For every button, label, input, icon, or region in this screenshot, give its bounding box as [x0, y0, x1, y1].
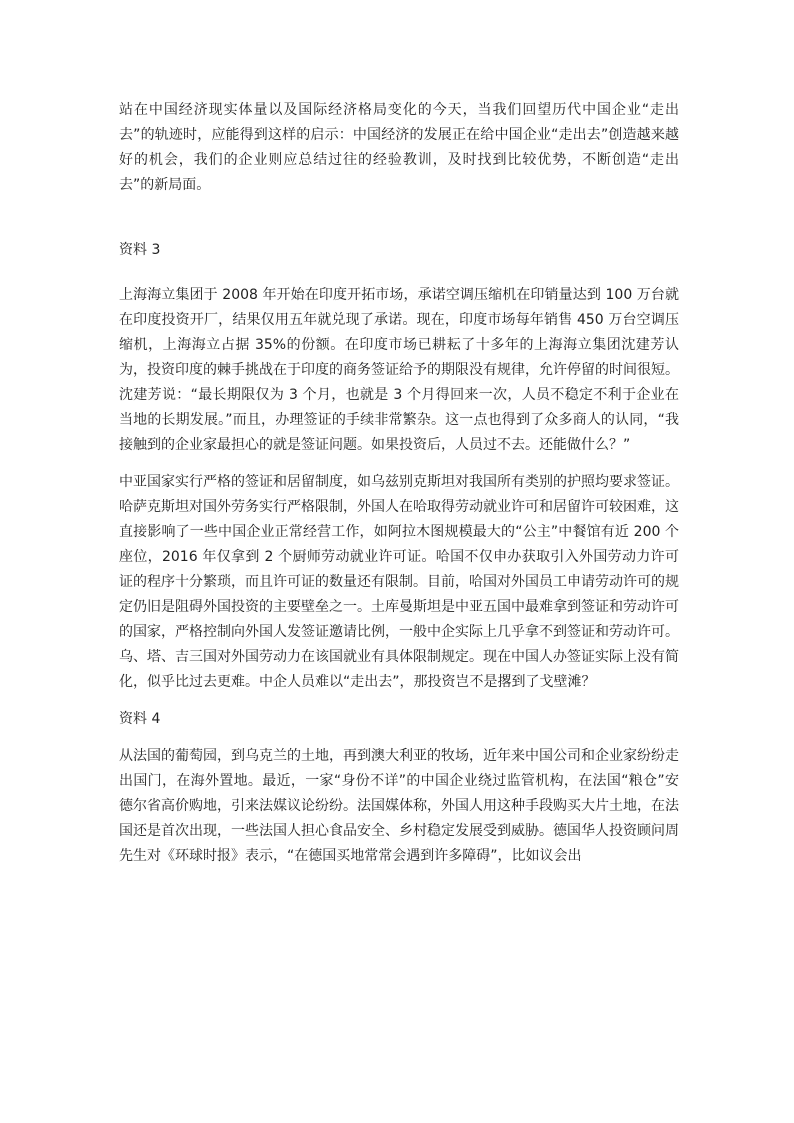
material-4-paragraph-1: 从法国的葡萄园，到乌克兰的土地，再到澳大利亚的牧场，近年来中国公司和企业家纷纷走出国门，在海外置地。最近，一家“身份不详”的中国企业绕过监管机构，在法国“粮仓”安德尔省高价购地，引来法媒议论纷纷。法国媒体称，外国人用这种手段购买大片土地，在法国还是首次出现，一些法国人担心食品安全、乡村稳定发展受到威胁。德国华人投资顾问周先生对《环球时报》表示，“在德国买地常常会遇到许多障碍”，比如议会出 [119, 748, 679, 864]
material-3-paragraph-2: 中亚国家实行严格的签证和居留制度，如乌兹别克斯坦对我国所有类别的护照均要求签证。哈萨克斯坦对国外劳务实行严格限制，外国人在哈取得劳动就业许可和居留许可较困难，这直接影响了一些中国企业正常经营工作，如阿拉木图规模最大的“公主”中餐馆有近 200 个座位，2016 年仅拿到 2 个厨师劳动就业许可证。哈国不仅申办获取引入外国劳动力许可证的程序十分繁琐，而且许可证的数量还有限制。目前，哈国对外国员工申请劳动许可的规定仍旧是阻碍外国投资的主要壁垒之一。土库曼斯坦是中亚五国中最难拿到签证和劳动许可的国家，严格控制向外国人发签证邀请比例，一般中企实际上几乎拿不到签证和劳动许可。乌、塔、吉三国对外国劳动力在该国就业有具体限制规定。现在中国人办签证实际上没有简化，似乎比过去更难。中企人员难以“走出去”，那投资岂不是撂到了戈壁滩？ [119, 474, 679, 690]
intro-paragraph: 站在中国经济现实体量以及国际经济格局变化的今天，当我们回望历代中国企业“走出去”的轨迹时，应能得到这样的启示：中国经济的发展正在给中国企业“走出去”创造越来越好的机会，我们的企业则应总结过往的经验教训，及时找到比较优势，不断创造“走出去”的新局面。 [119, 102, 679, 193]
material-3-heading: 资料 3 [119, 242, 161, 258]
document-body [119, 98, 679, 869]
material-3-paragraph-1: 上海海立集团于 2008 年开始在印度开拓市场，承诺空调压缩机在印销量达到 100 万台就在印度投资开厂，结果仅用五年就兑现了承诺。现在，印度市场每年销售 450 万台空调压缩机，上海海立占据 35%的份额。在印度市场已耕耘了十多年的上海海立集团沈建芳认为，投资印度的棘手挑战在于印度的商务签证给予的期限没有规律，允许停留的时间很短。沈建芳说：“最长期限仅为 3 个月，也就是 3 个月得回来一次，人员不稳定不利于企业在当地的长期发展。”而且，办理签证的手续非常繁杂。这一点也得到了众多商人的认同，“我接触到的企业家最担心的就是签证问题。如果投资后，人员过不去。还能做什么？” [119, 287, 679, 453]
material-4-heading: 资料 4 [119, 711, 161, 727]
